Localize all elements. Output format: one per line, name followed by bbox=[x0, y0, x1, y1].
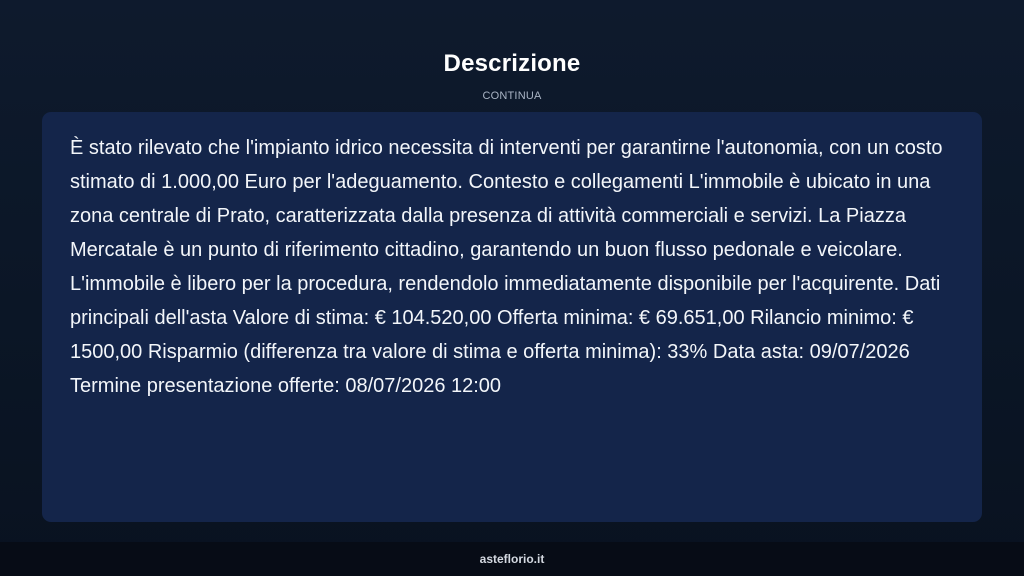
continue-link[interactable]: CONTINUA bbox=[482, 90, 542, 102]
footer-bar bbox=[0, 542, 1024, 576]
footer-domain: asteflorio.it bbox=[479, 552, 545, 566]
description-card bbox=[42, 112, 982, 522]
description-text: È stato rilevato che l'impianto idrico necessita di interventi per garantirne l'autonomia, con un costo stimato di 1.000,00 Euro per l'adeguamento. Contesto e collegamenti L'immobile è ubicato in una zona centrale di Prato, caratterizzata dalla presenza di attività commerciali e servizi. La Piazza Mercatale è un punto di riferimento cittadino, garantendo un buon flusso pedonale e veicolare. L'immobile è libero per la procedura, rendendolo immediatamente disponibile per l'acquirente. Dati principali dell'asta Valore di stima: € 104.520,00 Offerta minima: € 69.651,00 Rilancio minimo: € 1500,00 Risparmio (differenza tra valore di stima e offerta minima): 33% Data asta: 09/07/2026 Termine presentazione offerte: 08/07/2026 12:00 bbox=[70, 137, 943, 397]
page-title: Descrizione bbox=[443, 50, 581, 77]
